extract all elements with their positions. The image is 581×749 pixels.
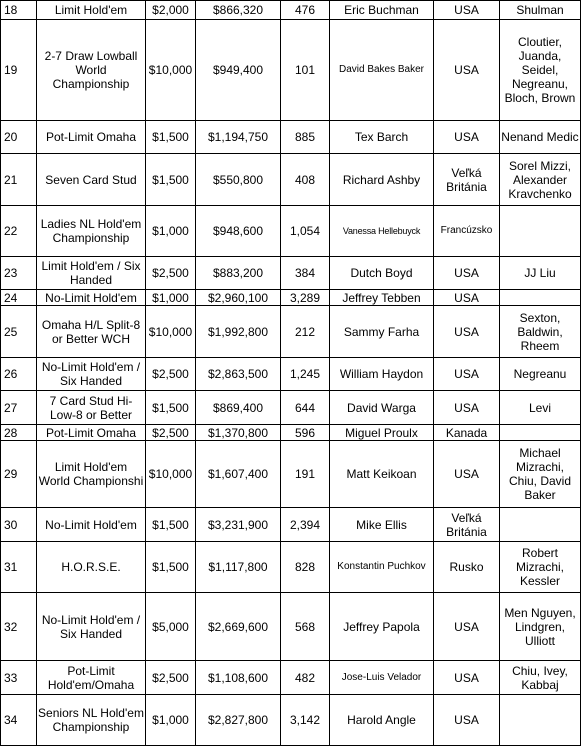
table-row [1,661,581,695]
buy-in: $1,000 [146,695,196,746]
other-finalists: Sorel Mizzi, Alexander Kravchenko [500,154,581,206]
country: USA [434,661,500,695]
country: Veľká Británia [434,508,500,542]
event-number: 24 [1,290,37,306]
entrants: 596 [281,425,330,441]
event-number: 34 [1,695,37,746]
event-number: 19 [1,20,37,121]
country: USA [434,290,500,306]
prize-pool: $2,827,800 [196,695,281,746]
other-finalists [500,206,581,257]
winner: Jose-Luis Velador [330,661,434,695]
buy-in: $2,500 [146,661,196,695]
buy-in: $2,500 [146,358,196,391]
winner: Tex Barch [330,121,434,154]
entrants: 568 [281,593,330,661]
prize-pool: $2,669,600 [196,593,281,661]
winner: Miguel Proulx [330,425,434,441]
event-number: 33 [1,661,37,695]
entrants: 476 [281,1,330,20]
winner: Matt Keikoan [330,441,434,508]
winner: Richard Ashby [330,154,434,206]
event-name: Limit Hold'em [37,1,146,20]
winner: Jeffrey Tebben [330,290,434,306]
prize-pool: $883,200 [196,257,281,290]
table-row [1,154,581,206]
entrants: 1,054 [281,206,330,257]
country: USA [434,441,500,508]
prize-pool: $2,960,100 [196,290,281,306]
prize-pool: $1,108,600 [196,661,281,695]
table-row [1,206,581,257]
buy-in: $1,000 [146,206,196,257]
event-name: Seniors NL Hold'em Championship [37,695,146,746]
prize-pool: $948,600 [196,206,281,257]
country: USA [434,121,500,154]
winner: Konstantin Puchkov [330,542,434,593]
event-number: 25 [1,306,37,358]
other-finalists: Shulman [500,1,581,20]
country: USA [434,257,500,290]
table-row [1,290,581,306]
country: USA [434,20,500,121]
event-number: 18 [1,1,37,20]
winner: Mike Ellis [330,508,434,542]
entrants: 885 [281,121,330,154]
buy-in: $1,500 [146,391,196,425]
table-row [1,121,581,154]
other-finalists: Negreanu [500,358,581,391]
entrants: 3,289 [281,290,330,306]
prize-pool: $1,117,800 [196,542,281,593]
country: Kanada [434,425,500,441]
prize-pool: $866,320 [196,1,281,20]
country: USA [434,695,500,746]
buy-in: $10,000 [146,306,196,358]
entrants: 408 [281,154,330,206]
other-finalists: Michael Mizrachi, Chiu, David Baker [500,441,581,508]
prize-pool: $3,231,900 [196,508,281,542]
other-finalists: Cloutier, Juanda, Seidel, Negreanu, Bloch, Brown [500,20,581,121]
other-finalists: Sexton, Baldwin, Rheem [500,306,581,358]
other-finalists [500,695,581,746]
table-row [1,441,581,508]
other-finalists: Robert Mizrachi, Kessler [500,542,581,593]
entrants: 828 [281,542,330,593]
entrants: 482 [281,661,330,695]
country: Veľká Británia [434,154,500,206]
event-number: 23 [1,257,37,290]
winner: Harold Angle [330,695,434,746]
table-row [1,593,581,661]
prize-pool: $550,800 [196,154,281,206]
event-name: No-Limit Hold'em [37,508,146,542]
event-name: H.O.R.S.E. [37,542,146,593]
entrants: 212 [281,306,330,358]
event-name: Ladies NL Hold'em Championship [37,206,146,257]
winner: David Warga [330,391,434,425]
prize-pool: $1,992,800 [196,306,281,358]
table-row [1,425,581,441]
event-number: 31 [1,542,37,593]
entrants: 2,394 [281,508,330,542]
buy-in: $1,500 [146,542,196,593]
entrants: 191 [281,441,330,508]
event-name: Pot-Limit Omaha [37,425,146,441]
prize-pool: $2,863,500 [196,358,281,391]
winner: Dutch Boyd [330,257,434,290]
buy-in: $1,500 [146,508,196,542]
buy-in: $10,000 [146,441,196,508]
table-row [1,257,581,290]
other-finalists: Chiu, Ivey, Kabbaj [500,661,581,695]
event-name: 2-7 Draw Lowball World Championship [37,20,146,121]
other-finalists: Nenand Medic [500,121,581,154]
entrants: 101 [281,20,330,121]
other-finalists [500,425,581,441]
event-number: 20 [1,121,37,154]
event-number: 30 [1,508,37,542]
entrants: 1,245 [281,358,330,391]
table-row [1,306,581,358]
event-name: Omaha H/L Split-8 or Better WCH [37,306,146,358]
buy-in: $10,000 [146,20,196,121]
table-row [1,20,581,121]
prize-pool: $1,370,800 [196,425,281,441]
country: USA [434,391,500,425]
event-number: 21 [1,154,37,206]
other-finalists [500,290,581,306]
prize-pool: $869,400 [196,391,281,425]
prize-pool: $949,400 [196,20,281,121]
buy-in: $2,500 [146,257,196,290]
event-number: 26 [1,358,37,391]
winner: Sammy Farha [330,306,434,358]
country: Rusko [434,542,500,593]
table-row [1,391,581,425]
winner: David Bakes Baker [330,20,434,121]
table-row [1,1,581,20]
country: USA [434,1,500,20]
table-row [1,542,581,593]
buy-in: $1,500 [146,121,196,154]
other-finalists: Men Nguyen, Lindgren, Ulliott [500,593,581,661]
entrants: 3,142 [281,695,330,746]
other-finalists [500,508,581,542]
winner: Vanessa Hellebuyck [330,206,434,257]
country: Francúzsko [434,206,500,257]
table-row [1,695,581,746]
event-number: 28 [1,425,37,441]
buy-in: $1,500 [146,154,196,206]
country: USA [434,358,500,391]
event-name: Seven Card Stud [37,154,146,206]
winner: Jeffrey Papola [330,593,434,661]
table-row [1,358,581,391]
buy-in: $5,000 [146,593,196,661]
other-finalists: JJ Liu [500,257,581,290]
event-name: No-Limit Hold'em / Six Handed [37,593,146,661]
prize-pool: $1,607,400 [196,441,281,508]
buy-in: $2,000 [146,1,196,20]
country: USA [434,306,500,358]
event-name: No-Limit Hold'em [37,290,146,306]
buy-in: $2,500 [146,425,196,441]
entrants: 644 [281,391,330,425]
event-number: 22 [1,206,37,257]
winner: Eric Buchman [330,1,434,20]
other-finalists: Levi [500,391,581,425]
event-number: 29 [1,441,37,508]
event-name: Pot-Limit Omaha [37,121,146,154]
country: USA [434,593,500,661]
entrants: 384 [281,257,330,290]
buy-in: $1,000 [146,290,196,306]
event-name: No-Limit Hold'em / Six Handed [37,358,146,391]
event-name: Limit Hold'em World Championshi [37,441,146,508]
event-name: 7 Card Stud Hi-Low-8 or Better [37,391,146,425]
event-name: Limit Hold'em / Six Handed [37,257,146,290]
event-name: Pot-Limit Hold'em/Omaha [37,661,146,695]
winner: William Haydon [330,358,434,391]
prize-pool: $1,194,750 [196,121,281,154]
table-row [1,508,581,542]
event-number: 27 [1,391,37,425]
event-number: 32 [1,593,37,661]
